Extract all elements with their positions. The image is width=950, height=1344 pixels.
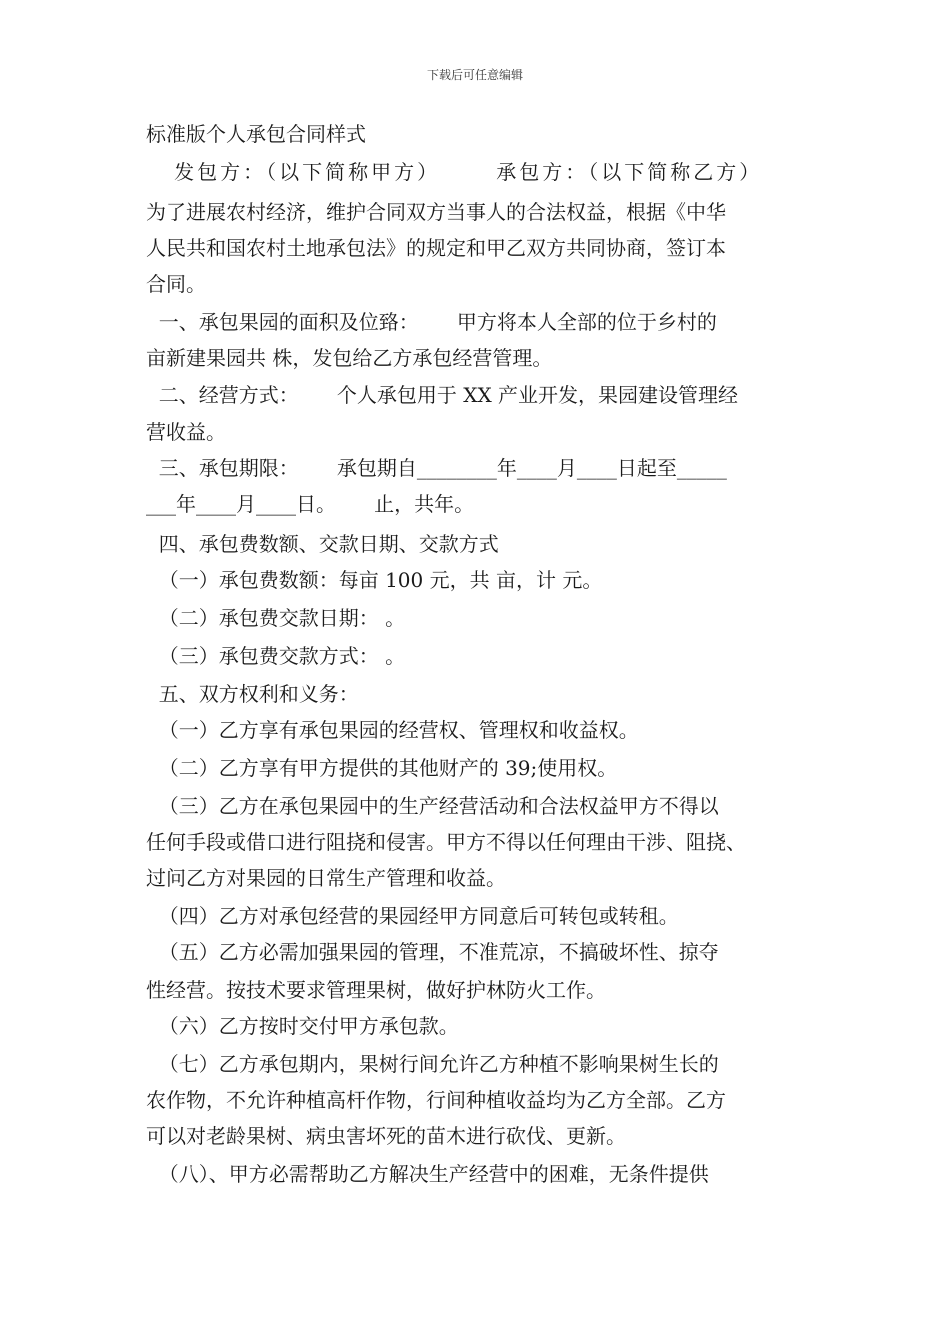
text-line: ___年____月____日。 止，共年。	[146, 492, 475, 516]
text-line: （六）乙方按时交付甲方承包款。	[146, 1014, 459, 1038]
text-line: 可以对老龄果树、病虫害坏死的苗木进行砍伐、更新。	[146, 1124, 626, 1148]
text-line: （三）乙方在承包果园中的生产经营活动和合法权益甲方不得以	[146, 794, 719, 818]
text-line: 一、承包果园的面积及位臵： 甲方将本人全部的位于乡村的	[146, 310, 717, 334]
text-line: （一）承包费数额：每亩 100 元，共 亩，计 元。	[146, 568, 603, 592]
text-line: （二）乙方享有甲方提供的其他财产的 39;使用权。	[146, 756, 618, 780]
text-line: 任何手段或借口进行阻挠和侵害。甲方不得以任何理由干涉、阻挠、	[146, 830, 746, 854]
text-line: 五、双方权利和义务：	[146, 682, 359, 706]
text-line: 亩新建果园共 株，发包给乙方承包经营管理。	[146, 346, 553, 370]
text-line: （二）承包费交款日期： 。	[146, 606, 406, 630]
text-line: （八）、甲方必需帮助乙方解决生产经营中的困难，无条件提供	[146, 1162, 709, 1186]
text-line: （一）乙方享有承包果园的经营权、管理权和收益权。	[146, 718, 639, 742]
text-line-parties: 发包方：（以下简称甲方） 承包方：（以下简称乙方）	[146, 160, 763, 184]
text-line: 为了进展农村经济，维护合同双方当事人的合法权益，根据《中华	[146, 200, 726, 224]
text-line: 合同。	[146, 272, 206, 296]
text-line: 过问乙方对果园的日常生产管理和收益。	[146, 866, 506, 890]
text-line: （七）乙方承包期内，果树行间允许乙方种植不影响果树生长的	[146, 1052, 719, 1076]
text-line: 人民共和国农村土地承包法》的规定和甲乙双方共同协商，签订本	[146, 236, 726, 260]
document-title: 标准版个人承包合同样式	[146, 122, 366, 146]
text-line: 性经营。按技术要求管理果树，做好护林防火工作。	[146, 978, 606, 1002]
text-line: （五）乙方必需加强果园的管理，不准荒凉，不搞破坏性、掠夺	[146, 940, 719, 964]
text-line: 农作物，不允许种植高杆作物，行间种植收益均为乙方全部。乙方	[146, 1088, 726, 1112]
text-line: （四）乙方对承包经营的果园经甲方同意后可转包或转租。	[146, 904, 679, 928]
page-header: 下载后可任意编辑	[426, 68, 523, 82]
text-line: 二、经营方式： 个人承包用于 XX 产业开发，果园建设管理经	[146, 383, 739, 407]
text-line: 四、承包费数额、交款日期、交款方式	[146, 532, 499, 556]
text-line: （三）承包费交款方式： 。	[146, 644, 406, 668]
text-line: 三、承包期限： 承包期自________年____月____日起至_____	[146, 456, 727, 480]
text-line: 营收益。	[146, 420, 226, 444]
